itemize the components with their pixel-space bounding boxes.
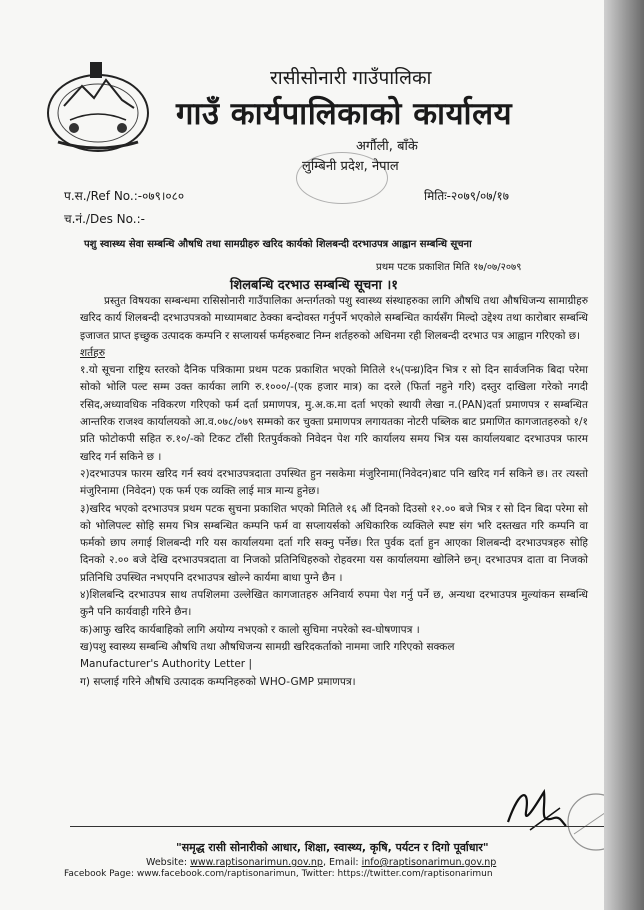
term-item-a: क)आफु खरिद कार्यबाहिको लागि अयोग्य नभएको र कालो सुचिमा नपरेको स्व-घोषणापत्र । xyxy=(80,623,420,636)
term-item-c: ग) सप्लाई गरिने औषधि उत्पादक कम्पनिहरुको WHO-GMP प्रमाणपत्र। xyxy=(80,675,356,688)
term-2: २)दरभाउपत्र फारम खरिद गर्न स्वयं दरभाउपत्रदाता उपस्थित हुन नसकेमा मंजुरिनामा(निवेदन)बाट पनि खरिद गर्न सकिने छ। तर त्यस्तो मंजुरिनामा (निवेदन) एक फर्म एक व्यक्ति लाई मात्र मान्य हुनेछ। xyxy=(80,467,588,498)
term-item-b-continued: Manufacturer's Authority Letter | xyxy=(80,658,252,671)
term-item-b: ख)पशु स्वास्थ्य सम्बन्धि औषधि तथा औषधिजन्य सामग्री खरिदकर्ताको नाममा जारि गरिएको सक्कल xyxy=(80,640,455,653)
website-link[interactable]: www.raptisonarimun.gov.np xyxy=(190,857,323,868)
notice-date: मितिः-२०७९/०७/१७ xyxy=(424,189,509,203)
footer-slogan: "समृद्ध रासी सोनारीको आधार, शिक्षा, स्वास्थ्य, कृषि, पर्यटन र दिगो पूर्वाधार" xyxy=(176,841,489,854)
dispatch-number: च.नं./Des No.:- xyxy=(64,212,145,226)
address-line-1: अर्गौली, बाँके xyxy=(356,139,418,154)
email-link[interactable]: info@raptisonarimun.gov.np xyxy=(361,857,497,868)
notice-body xyxy=(80,293,588,691)
footer-contact xyxy=(146,857,556,868)
footer-divider xyxy=(70,826,615,827)
term-3: ३)खरिद भएको दरभाउपत्र प्रथम पटक सुचना प्रकाशित भएको मितिले १६ औं दिनको दिउसो १२.०० बजे भित्र र सो दिन बिदा परेमा सो को भोलिपल्ट सोहि समय भित्र सम्बन्धित कम्पनि फर्म वा सप्लायर्सको अधिकारिक व्यक्तिले स्पष्ट संग भरि दस्तखत गरि कम्पनि वा फर्मको छाप लगाई शिलबन्दी गरि यस कार्यालयमा दर्ता गरि सक्नु पर्नेछ। रित पुर्वक दर्ता हुन आएका शिलबन्दी दरभाउपत्रहरु सोहि दिनको २.०० बजे देखि दरभाउपत्रदाता वा निजको प्रतिनिधिहरुको रोहवरमा यस कार्यालयमा खोलिने छन्। दरभाउपत्र दाता वा निजको प्रतिनिधि उपस्थित नभएपनि दरभाउपत्र खोल्ने कार्यमा बाधा पुग्ने छैन । xyxy=(80,502,588,584)
reference-number: प.स./Ref No.:-०७९।०८० xyxy=(64,189,185,203)
municipality-name: रासीसोनारी गाउँपालिका xyxy=(270,67,432,89)
notice-subject: पशु स्वास्थ्य सेवा सम्बन्धि औषधि तथा सामग्रीहरु खरिद कार्यको शिलबन्दी दरभाउपत्र आह्वान सम्बन्धि सूचना xyxy=(84,239,472,250)
address-line-2: लुम्बिनी प्रदेश, नेपाल xyxy=(302,159,399,174)
social-links: Facebook Page: www.facebook.com/raptisonarimun, Twitter: https://twitter.com/raptisonarimun xyxy=(64,869,493,879)
nepal-government-emblem-icon xyxy=(44,58,152,156)
first-publish-date: प्रथम पटक प्रकाशित मिति १७/०७/२०७९ xyxy=(376,262,522,273)
email-label: , Email: xyxy=(322,857,359,868)
intro-paragraph: प्रस्तुत विषयका सम्बन्धमा रासिसोनारी गाउँपालिका अन्तर्गतको पशु स्वास्थ्य संस्थाहरुका लागि औषधि तथा औषधिजन्य सामाग्रीहरु खरिद कार्य शिलबन्दी दरभाउपत्रको माध्यामबाट ठेक्का बन्दोवस्त गर्नुपर्ने भएकोले सम्बन्धित कार्यसँग मिल्दो उद्देश्य तथा कारोबार सम्बन्धि इजाजत प्राप्त इच्छुक उत्पादक कम्पनि र सप्लायर्स फर्महरुबाट निम्न शर्तहरुको अधिनमा रही शिलबन्दी दरभाउ पत्र आह्वान गरिएको छ। xyxy=(80,295,588,342)
notice-heading: शिलबन्धि दरभाउ सम्बन्धि सूचना ।१ xyxy=(230,278,399,293)
term-1: १.यो सूचना राष्ट्रिय स्तरको दैनिक पत्रिकामा प्रथम पटक प्रकाशित भएको मितिले १५(पन्ध्र)दिन भित्र र सो दिन सार्वजनिक बिदा परेमा सोको भोलि पल्ट सम्म उक्त कार्यका लागि रु.१०००/-(एक हजार मात्र) का दरले (फिर्ता नहुने गरि) दस्तुर दाखिला गरेको नगदी रसिद,अध्यावधिक नविकरण गरिएको फर्म दर्ता प्रमाणपत्र, मु.अ.क.मा दर्ता भएको स्थायी लेखा न.(PAN)दर्ता प्रमाणपत्र र सम्बन्धित आन्तरिक राजश्व कार्यालयको आ.व.०७८/०७९ सम्मको कर चुक्ता प्रमाणपत्र लगायतका नोटरी पब्लिक बाट प्रमाणित कागजातहरुको १/१ प्रति फोटोकपी सहित रु.१०/-को टिकट टाँसी रितपुर्वकको निवेदन पेश गरि कार्यालय समय भित्र यस कार्यालयबाट दरभाउपत्र फारम खरिद गर्न सकिने छ । xyxy=(80,364,588,463)
office-title: गाउँ कार्यपालिकाको कार्यालय xyxy=(176,96,513,132)
term-4: ४)शिलबन्दि दरभाउपत्र साथ तपशिलमा उल्लेखित कागजातहरु अनिवार्य रुपमा पेश गर्नु पर्ने छ, अन्यथा दरभाउपत्र मुल्यांकन सम्बन्धि कुनै पनि कार्यवाही गरिने छैन। xyxy=(80,589,588,619)
scan-edge-shadow xyxy=(604,0,644,910)
terms-label: शर्तहरु xyxy=(80,346,105,359)
website-label: Website: xyxy=(146,857,188,868)
